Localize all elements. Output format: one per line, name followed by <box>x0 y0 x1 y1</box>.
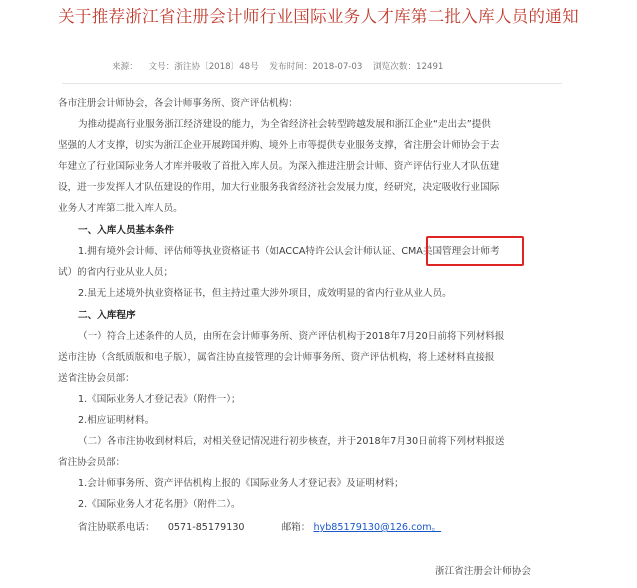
list-item: 2.相应证明材料。 <box>78 415 155 426</box>
paragraph-line: 试）的省内行业从业人员； <box>58 267 174 278</box>
paragraph-line: 2.虽无上述境外执业资格证书，但主持过重大涉外项目，成效明显的省内行业从业人员。 <box>78 288 452 299</box>
salutation: 各市注册会计师协会，各会计师事务所、资产评估机构： <box>58 98 298 109</box>
paragraph-line: 1.拥有境外会计师、评估师等执业资格证书（如ACCA特许公认会计师认证、CMA美国管理会计师考 <box>78 246 500 257</box>
contact-line <box>58 519 568 536</box>
list-item: 2.《国际业务人才花名册》（附件二）。 <box>78 499 241 510</box>
section-heading: 二、入库程序 <box>78 310 136 321</box>
paragraph-line: 年建立了行业国际业务人才库并吸收了首批入库人员。为深入推进注册会计师、资产评估行业人才队伍建 <box>58 161 500 172</box>
contact-label: 省注协联系电话： <box>78 522 155 533</box>
meta-source: 来源： <box>112 62 138 72</box>
page-title: 关于推荐浙江省注册会计师行业国际业务人才库第二批入库人员的通知 <box>58 7 579 26</box>
list-item: 1.《国际业务人才登记表》（附件一）； <box>78 394 241 405</box>
signature: 浙江省注册会计师协会 <box>435 566 531 577</box>
section-heading: 一、入库人员基本条件 <box>78 225 174 236</box>
paragraph-line: （一）符合上述条件的人员，由所在会计师事务所、资产评估机构于2018年7月20日前将下列材料报 <box>78 331 505 342</box>
paragraph-line: 省注协会员部： <box>58 457 126 468</box>
meta-doc-number: 文号：浙注协〔2018〕48号 <box>148 62 259 72</box>
highlight-box <box>426 236 524 266</box>
paragraph-line: 业务人才库第二批入库人员。 <box>58 203 183 214</box>
email-label: 邮箱： <box>281 522 311 533</box>
meta-view-count: 浏览次数：12491 <box>373 62 444 72</box>
paragraph-line: 坚强的人才支撑，切实为浙江企业开展跨国并购、境外上市等提供专业服务支撑，省注册会计师协会于去 <box>58 140 500 151</box>
email-link[interactable]: hyb85179130@126.com。 <box>313 522 442 533</box>
meta-publish-time: 发布时间：2018-07-03 <box>269 62 363 72</box>
paragraph-line: 送市注协（含纸质版和电子版），属省注协直接管理的会计师事务所、资产评估机构，将上述材料直接报 <box>58 352 495 363</box>
article-meta <box>112 60 532 72</box>
paragraph-line: （二）各市注协收到材料后，对相关登记情况进行初步核查，并于2018年7月30日前将下列材料报送 <box>78 436 505 447</box>
paragraph-line: 为推动提高行业服务浙江经济建设的能力，为全省经济社会转型跨越发展和浙江企业“走出去”提供 <box>78 119 491 130</box>
paragraph-line: 送省注协会员部： <box>58 373 135 384</box>
divider <box>62 83 562 84</box>
list-item: 1.会计师事务所、资产评估机构上报的《国际业务人才登记表》及证明材料； <box>78 478 404 489</box>
contact-phone: 0571-85179130 <box>167 522 245 533</box>
paragraph-line: 设，进一步发挥人才队伍建设的作用，加大行业服务我省经济社会发展力度，经研究，决定吸收行业国际 <box>58 182 500 193</box>
